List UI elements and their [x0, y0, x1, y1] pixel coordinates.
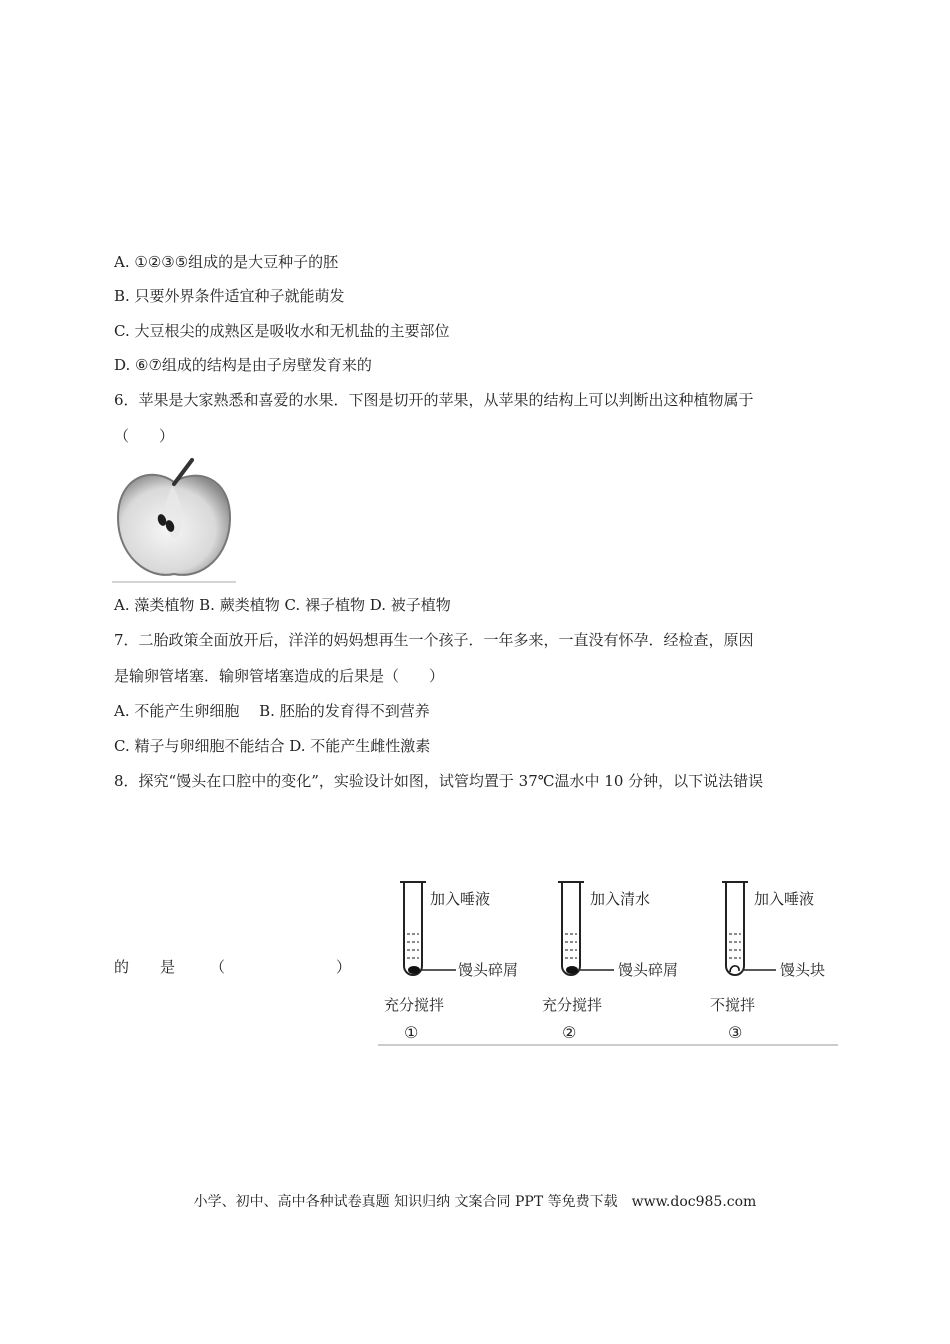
tube3-top-label: 加入唾液	[754, 890, 815, 908]
tube2-bottom-label: 充分搅拌	[542, 996, 603, 1014]
tube1-number: ①	[404, 1023, 419, 1042]
tube3-number: ③	[728, 1023, 743, 1042]
tube1-bottom-label: 充分搅拌	[384, 996, 445, 1014]
apple-illustration	[112, 456, 236, 584]
tube2-side-label: 馒头碎屑	[618, 961, 679, 979]
tube1-side-label: 馒头碎屑	[458, 961, 519, 979]
tube3-bottom-label: 不搅拌	[710, 996, 756, 1014]
tube3-side-label: 馒头块	[780, 961, 826, 979]
q7-options-line2: C. 精子与卵细胞不能结合 D. 不能产生雌性激素	[114, 737, 431, 755]
q5-option-b: B. 只要外界条件适宜种子就能萌发	[114, 287, 345, 305]
q8-paren-open: （	[210, 958, 226, 976]
q7-stem-line2: 是输卵管堵塞．输卵管堵塞造成的后果是（ ）	[114, 667, 445, 685]
test-tubes-diagram	[378, 874, 838, 1046]
test-tube-2	[542, 882, 678, 1042]
q6-stem-line1: 6．苹果是大家熟悉和喜爱的水果．下图是切开的苹果，从苹果的结构上可以判断出这种植物属于	[114, 391, 754, 409]
test-tube-3	[710, 882, 825, 1042]
q5-option-a: A. ①②③⑤组成的是大豆种子的胚	[114, 253, 339, 271]
q8-paren-close: ）	[336, 958, 352, 976]
q5-option-c: C. 大豆根尖的成熟区是吸收水和无机盐的主要部位	[114, 322, 450, 340]
apple-image	[112, 456, 236, 584]
q8-stem-shi: 是	[160, 958, 176, 976]
tube2-top-label: 加入清水	[590, 890, 651, 908]
q6-options: A. 藻类植物 B. 蕨类植物 C. 裸子植物 D. 被子植物	[114, 596, 451, 614]
q7-stem-line1: 7．二胎政策全面放开后，洋洋的妈妈想再生一个孩子．一年多来，一直没有怀孕．经检查，原因	[114, 631, 754, 649]
q8-stem-de: 的	[114, 958, 130, 976]
tube2-number: ②	[562, 1023, 577, 1042]
test-tube-1	[384, 882, 518, 1042]
q8-stem-line1: 8．探究“馒头在口腔中的变化”，实验设计如图，试管均置于 37℃温水中 10 分钟，以下说法错误	[114, 772, 764, 790]
q6-stem-line2: （ ）	[114, 427, 175, 445]
tube1-top-label: 加入唾液	[430, 890, 491, 908]
q5-option-d: D. ⑥⑦组成的结构是由子房壁发育来的	[114, 356, 372, 374]
q7-options-line1: A. 不能产生卵细胞 B. 胚胎的发育得不到营养	[114, 702, 430, 720]
page-footer: 小学、初中、高中各种试卷真题 知识归纳 文案合同 PPT 等免费下载 www.doc985.com	[193, 1194, 757, 1210]
